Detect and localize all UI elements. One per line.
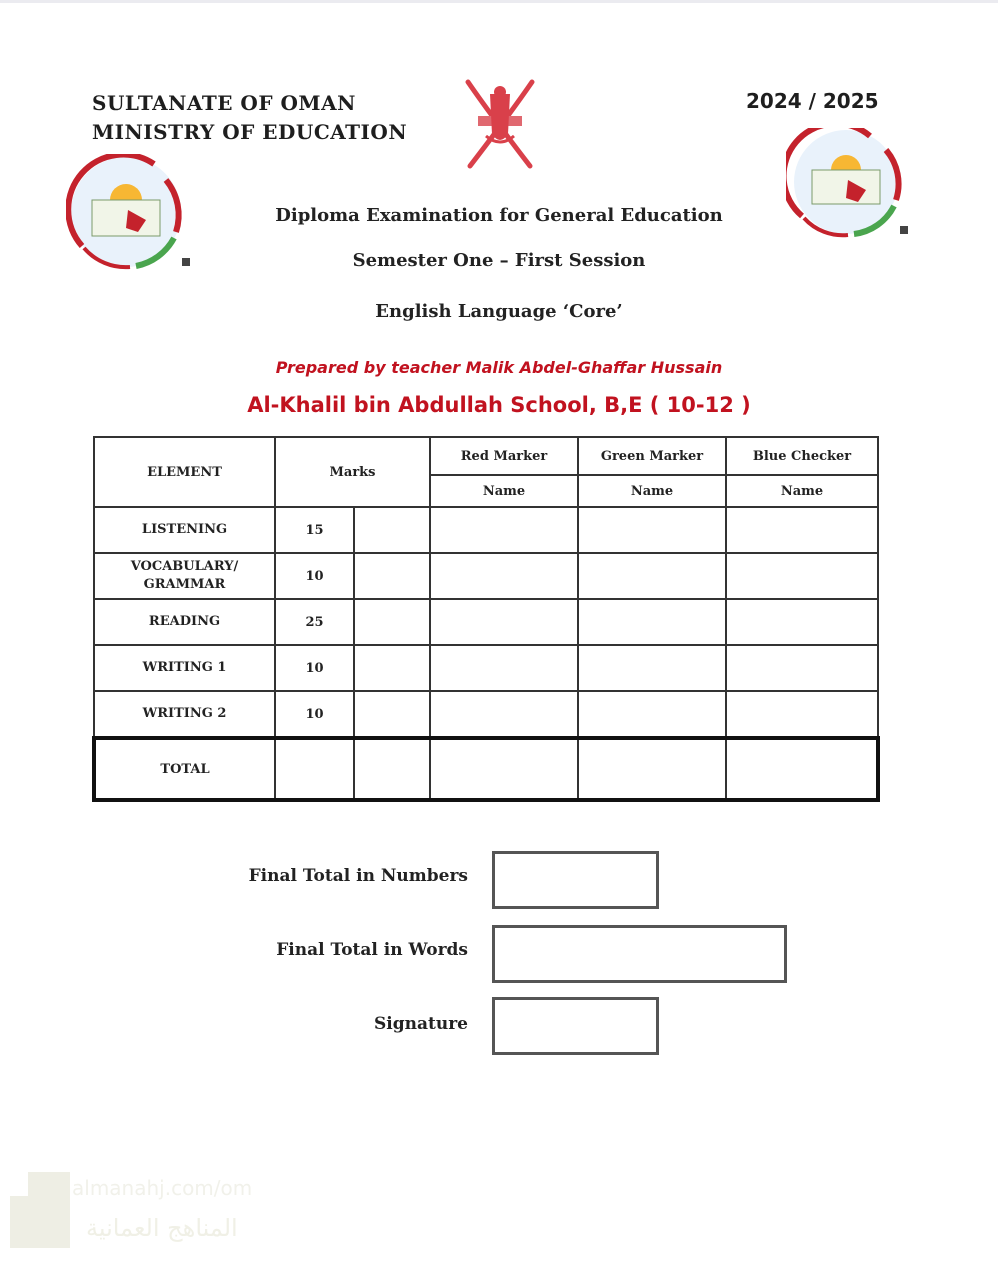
header-blue-checker: Blue Checker xyxy=(726,437,878,475)
watermark-logo-icon-part xyxy=(10,1196,40,1248)
top-edge xyxy=(0,0,998,3)
blue-checker-cell[interactable] xyxy=(726,507,878,553)
header-red-marker-name: Name xyxy=(430,475,578,507)
element-label: WRITING 1 xyxy=(142,660,227,675)
ministry-name: MINISTRY OF EDUCATION xyxy=(92,120,408,144)
exam-title: Diploma Examination for General Education xyxy=(275,205,723,226)
marks-table xyxy=(92,436,880,802)
table-row xyxy=(94,645,878,691)
green-marker-cell[interactable] xyxy=(578,553,726,599)
score-cell[interactable] xyxy=(354,599,430,645)
max-mark-cell: 25 xyxy=(275,599,354,645)
max-mark-cell: 10 xyxy=(275,691,354,738)
green-marker-cell[interactable] xyxy=(578,599,726,645)
red-marker-cell[interactable] xyxy=(430,599,578,645)
table-row xyxy=(94,507,878,553)
signature-box[interactable] xyxy=(492,997,659,1055)
element-label: WRITING 2 xyxy=(142,706,227,721)
max-mark-cell: 15 xyxy=(275,507,354,553)
total-green-marker-cell[interactable] xyxy=(578,738,726,800)
table-header-row xyxy=(94,437,878,475)
score-cell[interactable] xyxy=(354,553,430,599)
table-row xyxy=(94,553,878,599)
green-marker-cell[interactable] xyxy=(578,507,726,553)
red-marker-cell[interactable] xyxy=(430,691,578,738)
total-row xyxy=(94,738,878,800)
red-marker-cell[interactable] xyxy=(430,645,578,691)
total-blue-checker-cell[interactable] xyxy=(726,738,878,800)
signature-label: Signature xyxy=(374,1014,468,1034)
header-blue-checker-name: Name xyxy=(726,475,878,507)
final-words-label: Final Total in Words xyxy=(276,940,468,960)
blue-checker-cell[interactable] xyxy=(726,691,878,738)
element-label: READING xyxy=(148,614,221,629)
element-cell xyxy=(94,645,275,691)
green-marker-cell[interactable] xyxy=(578,645,726,691)
red-marker-cell[interactable] xyxy=(430,507,578,553)
country-name: SULTANATE OF OMAN xyxy=(92,91,356,115)
header-institution xyxy=(92,89,407,147)
score-cell[interactable] xyxy=(354,507,430,553)
max-mark-cell: 10 xyxy=(275,645,354,691)
header-marks: Marks xyxy=(275,437,430,507)
subject-title: English Language ‘Core’ xyxy=(375,301,623,322)
red-marker-cell[interactable] xyxy=(430,553,578,599)
header-green-marker-name: Name xyxy=(578,475,726,507)
max-mark-cell: 10 xyxy=(275,553,354,599)
green-marker-cell[interactable] xyxy=(578,691,726,738)
total-max-cell[interactable] xyxy=(275,738,354,800)
blue-checker-cell[interactable] xyxy=(726,599,878,645)
watermark-arabic: المناهج العمانية xyxy=(86,1214,238,1242)
session-title: Semester One – First Session xyxy=(352,250,646,271)
element-label: LISTENING xyxy=(141,522,228,537)
score-cell[interactable] xyxy=(354,645,430,691)
element-cell xyxy=(94,507,275,553)
element-cell xyxy=(94,553,275,599)
blue-checker-cell[interactable] xyxy=(726,645,878,691)
final-numbers-label: Final Total in Numbers xyxy=(248,866,468,886)
blue-checker-cell[interactable] xyxy=(726,553,878,599)
academic-year: 2024 / 2025 xyxy=(746,89,879,113)
total-label: TOTAL xyxy=(94,738,275,800)
table-row xyxy=(94,691,878,738)
oman-emblem-icon xyxy=(450,74,550,176)
element-cell xyxy=(94,691,275,738)
total-score-cell[interactable] xyxy=(354,738,430,800)
prepared-by: Prepared by teacher Malik Abdel-Ghaffar Hussain xyxy=(275,358,723,377)
score-cell[interactable] xyxy=(354,691,430,738)
total-red-marker-cell[interactable] xyxy=(430,738,578,800)
school-name: Al-Khalil bin Abdullah School, B,E ( 10-12 ) xyxy=(247,393,751,417)
element-label-line2: GRAMMAR xyxy=(143,577,226,592)
final-numbers-box[interactable] xyxy=(492,851,659,909)
header-green-marker: Green Marker xyxy=(578,437,726,475)
element-label: VOCABULARY/ xyxy=(130,559,239,574)
element-cell xyxy=(94,599,275,645)
watermark-url: almanahj.com/om xyxy=(72,1176,253,1200)
header-red-marker: Red Marker xyxy=(430,437,578,475)
table-row xyxy=(94,599,878,645)
final-words-box[interactable] xyxy=(492,925,787,983)
header-element: ELEMENT xyxy=(94,437,275,507)
